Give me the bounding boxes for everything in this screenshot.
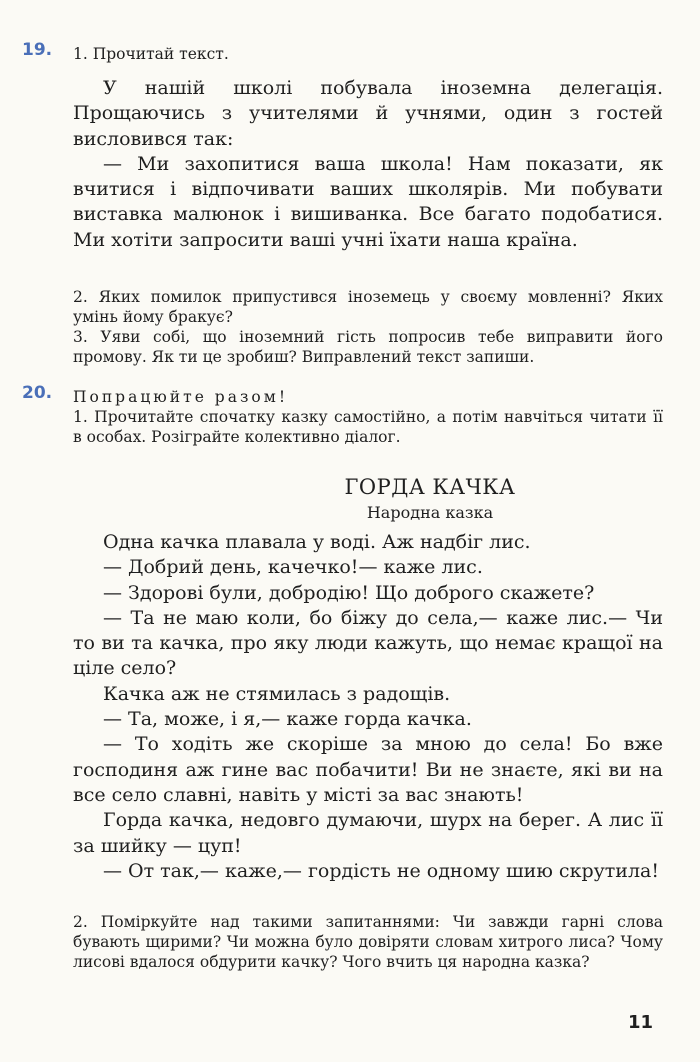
paragraph: — Добрий день, качечко!— каже лис.	[103, 556, 483, 579]
paragraph: — От так,— каже,— гордість не одному шию скрутила!	[103, 859, 659, 882]
paragraph: Качка аж не стямилась з радощів.	[103, 682, 451, 705]
task-questions	[73, 912, 663, 972]
task-1: 1. Прочитай текст.	[73, 45, 229, 63]
exercise-number: 19.	[22, 40, 53, 60]
task-2: 2. Поміркуйте над такими запитаннями: Чи завжди гарні слова бувають щирими? Чи можна було довіряти словам хитрого лиса? Чому лисові вдалося обдурити качку? Чого вчить ця народна казка?	[73, 913, 663, 971]
story-title: ГОРДА КАЧКА	[344, 475, 516, 499]
task-questions	[73, 287, 663, 367]
paragraph: — Ми захопитися ваша школа! Нам показати, як вчитися і відпочивати ваших школярів. Ми побувати виставка малюнок і вишиванка. Все багато подобатися. Ми хотіти запросити ваші учні їхати наша країна.	[73, 152, 663, 251]
task-2: 2. Яких помилок припустився іноземець у своєму мовленні? Яких умінь йому бракує?	[73, 288, 663, 326]
story-subtitle: Народна казка	[366, 503, 494, 522]
story-text	[73, 530, 663, 884]
exercise-number: 20.	[22, 383, 53, 403]
task-instruction	[73, 387, 663, 447]
task-1: 1. Прочитайте спочатку казку самостійно, а потім навчіться читати її в особах. Розіграйте колективно діалог.	[73, 408, 663, 446]
paragraph: — Та не маю коли, бо біжу до села,— каже лис.— Чи то ви та качка, про яку люди кажуть, що немає кращої на ціле село?	[73, 606, 663, 680]
reading-text	[73, 76, 663, 253]
exercise-heading: Попрацюйте разом!	[73, 388, 289, 406]
paragraph: — То ходіть же скоріше за мною до села! Бо вже господиня аж гине вас побачити! Ви не знаєте, які ви на все село славні, навіть у місті за вас знають!	[73, 733, 663, 806]
paragraph: — Та, може, і я,— каже горда качка.	[103, 708, 472, 731]
page-number: 11	[628, 1012, 654, 1033]
paragraph: Горда качка, недовго думаючи, шурх на берег. А лис її за шийку — цуп!	[73, 809, 663, 857]
paragraph: — Здорові були, добродію! Що доброго скажете?	[103, 581, 595, 604]
paragraph: У нашій школі побувала іноземна делегація. Прощаючись з учителями й учнями, один з гостей висловився так:	[73, 77, 663, 150]
task-instruction	[73, 44, 663, 64]
task-3: 3. Уяви собі, що іноземний гість попросив тебе виправити його промову. Як ти це зробиш? Виправлений текст запиши.	[73, 328, 663, 366]
paragraph: Одна качка плавала у воді. Аж надбіг лис.	[103, 531, 531, 553]
